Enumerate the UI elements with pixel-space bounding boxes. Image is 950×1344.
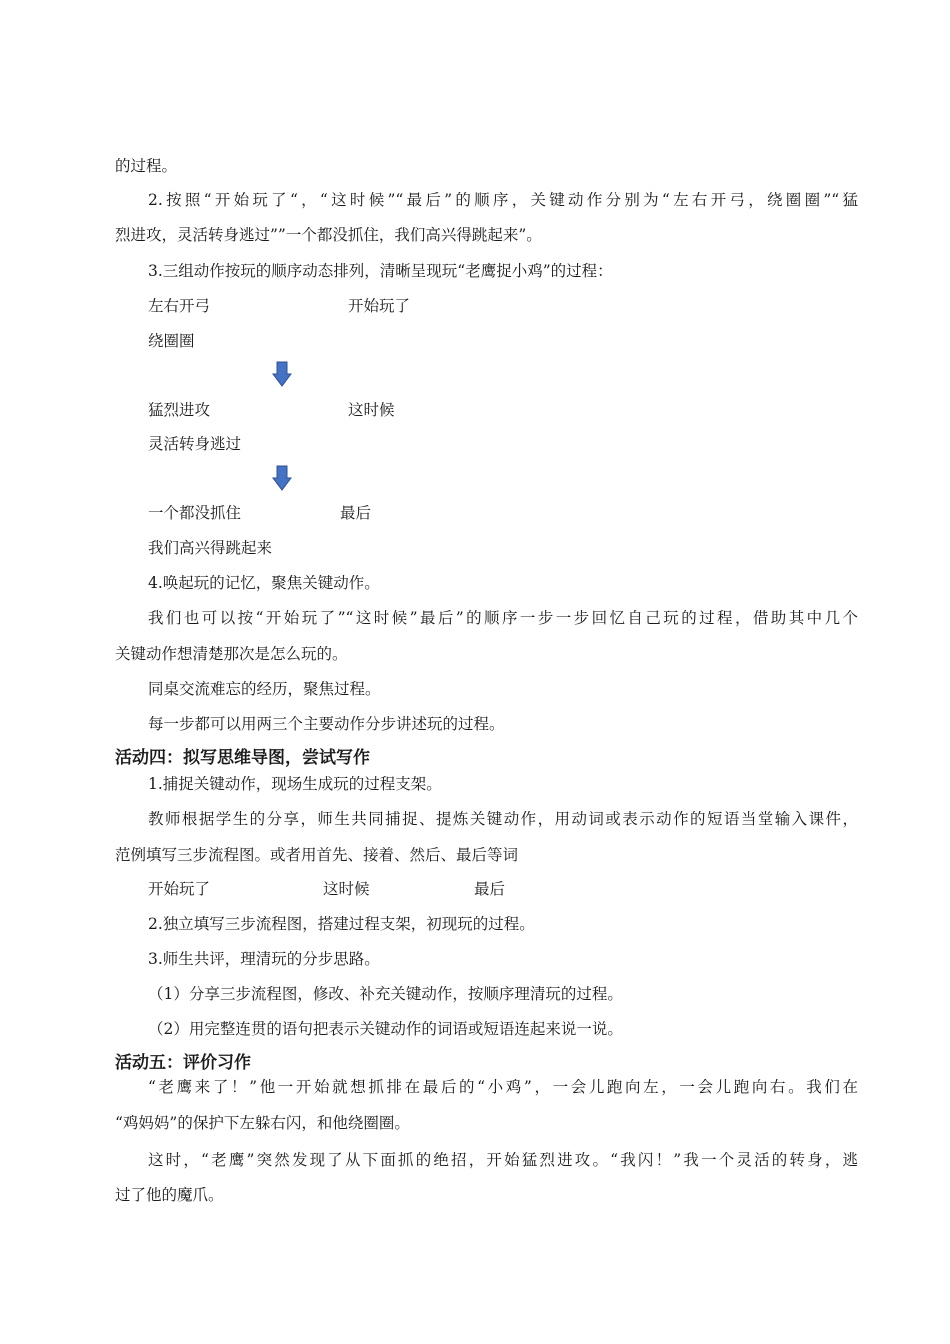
paragraph-line: （1）分享三步流程图，修改、补充关键动作，按顺序理清玩的过程。 xyxy=(148,985,623,1003)
paragraph-line: 我们也可以按“开始玩了”“这时候”最后”的顺序一步一步回忆自己玩的过程，借助其中几个 xyxy=(148,609,858,627)
paragraph-line: 关键动作想清楚那次是怎么玩的。 xyxy=(115,645,348,663)
down-arrow-icon xyxy=(272,465,292,491)
paragraph-line: 这时，“老鹰”突然发现了从下面抓的绝招，开始猛烈进攻。“我闪！”我一个灵活的转身，逃 xyxy=(148,1151,858,1169)
paragraph-line: 4.唤起玩的记忆，聚焦关键动作。 xyxy=(148,574,380,592)
paragraph-line: （2）用完整连贯的语句把表示关键动作的词语或短语连起来说一说。 xyxy=(148,1020,623,1038)
flow-action: 左右开弓 xyxy=(148,297,211,315)
flow-action: 灵活转身逃过 xyxy=(148,435,242,453)
paragraph-line: 烈进攻，灵活转身逃过””一个都没抓住，我们高兴得跳起来”。 xyxy=(115,226,542,244)
paragraph-line: 3.师生共评，理清玩的分步思路。 xyxy=(148,950,380,968)
flow-action: 绕圈圈 xyxy=(148,332,195,350)
paragraph-line: 1.捕捉关键动作，现场生成玩的过程支架。 xyxy=(148,775,442,793)
flow-step-label: 这时候 xyxy=(323,880,370,898)
paragraph-line: 范例填写三步流程图。或者用首先、接着、然后、最后等词 xyxy=(115,846,519,864)
down-arrow-icon xyxy=(272,361,292,387)
paragraph-line: 2.独立填写三步流程图，搭建过程支架，初现玩的过程。 xyxy=(148,915,535,933)
flow-action: 一个都没抓住 xyxy=(148,504,242,522)
paragraph-line: “老鹰来了！”他一开始就想抓排在最后的“小鸡”，一会儿跑向左，一会儿跑向右。我们在 xyxy=(148,1078,858,1096)
flow-action: 猛烈进攻 xyxy=(148,401,211,419)
paragraph-line: 过了他的魔爪。 xyxy=(115,1186,224,1204)
section-heading: 活动五：评价习作 xyxy=(115,1053,251,1073)
paragraph-line: “鸡妈妈”的保护下左躲右闪，和他绕圈圈。 xyxy=(115,1114,410,1132)
flow-step-label: 最后 xyxy=(340,504,372,522)
section-heading: 活动四：拟写思维导图，尝试写作 xyxy=(115,748,370,768)
paragraph-line: 同桌交流难忘的经历，聚焦过程。 xyxy=(148,680,381,698)
paragraph-line: 的过程。 xyxy=(115,157,178,175)
paragraph-line: 2.按照“开始玩了“，“这时候”“最后”的顺序，关键动作分别为“左右开弓，绕圈圈”“猛 xyxy=(148,191,858,209)
flow-step-label: 最后 xyxy=(474,880,506,898)
paragraph-line: 每一步都可以用两三个主要动作分步讲述玩的过程。 xyxy=(148,715,505,733)
flow-step-label: 开始玩了 xyxy=(348,297,411,315)
flow-action: 我们高兴得跳起来 xyxy=(148,539,273,557)
flow-step-label: 开始玩了 xyxy=(148,880,211,898)
paragraph-line: 3.三组动作按玩的顺序动态排列，清晰呈现玩“老鹰捉小鸡”的过程： xyxy=(148,262,613,280)
flow-step-label: 这时候 xyxy=(348,401,395,419)
paragraph-line: 教师根据学生的分享，师生共同捕捉、提炼关键动作，用动词或表示动作的短语当堂输入课件， xyxy=(148,810,858,828)
